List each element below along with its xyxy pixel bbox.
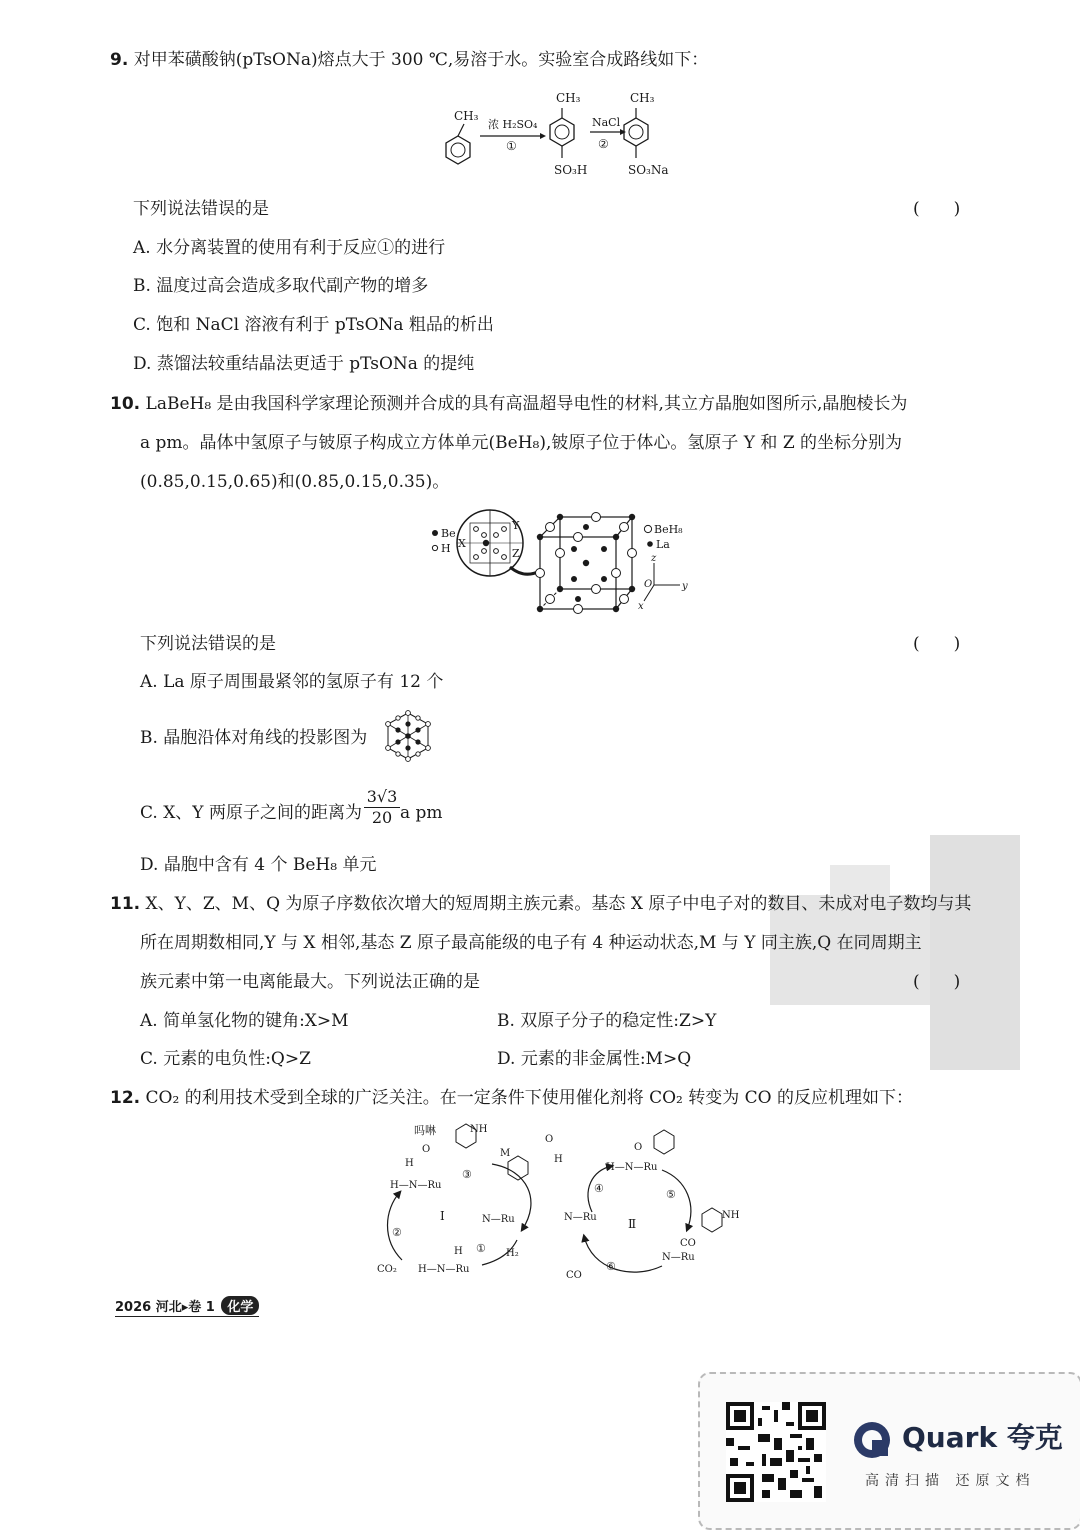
axis-z-label: z <box>651 553 657 564</box>
q10-option-b <box>140 726 367 750</box>
subject-badge: 化学 <box>221 1296 259 1315</box>
step2-label: ② <box>598 137 609 151</box>
q9-answer-paren[interactable]: ( ) <box>913 199 961 219</box>
q10-option-a: A. La 原子周围最紧邻的氢原子有 12 个 <box>140 672 444 692</box>
footer-label: 2026 河北▸卷 1 <box>115 1300 215 1315</box>
nru-label-1: N—Ru <box>482 1214 515 1225</box>
co-label-1: CO <box>680 1238 696 1249</box>
so3na-label: SO₃Na <box>628 163 669 177</box>
legend-la-label: La <box>656 538 670 551</box>
o-label-3: O <box>634 1142 643 1153</box>
toluene-ch3-label: CH₃ <box>454 109 479 123</box>
nru-label-3: N—Ru <box>662 1252 695 1263</box>
cycle-one-label: Ⅰ <box>440 1209 445 1223</box>
cycle-two <box>564 1130 740 1281</box>
o-label-1: O <box>422 1144 431 1155</box>
step2-label-mech: ② <box>392 1226 402 1239</box>
label-y: Y <box>512 519 520 532</box>
q11-answer-paren[interactable]: ( ) <box>913 972 961 992</box>
beh8-zoom-circle <box>457 510 523 576</box>
q10-answer-paren[interactable]: ( ) <box>913 634 961 654</box>
coordinate-axes <box>638 553 688 612</box>
q9-option-b: B. 温度过高会造成多取代副产物的增多 <box>133 276 429 296</box>
label-z: Z <box>512 547 520 560</box>
q10-option-c-fraction <box>364 787 400 828</box>
legend-h-label: H <box>441 542 451 555</box>
q11-number: 11. <box>110 894 141 914</box>
hnru-label-2: H—N—Ru <box>418 1264 470 1275</box>
quark-brand: Quark 夸克 <box>902 1421 1063 1454</box>
q9-option-a: A. 水分离装置的使用有利于反应①的进行 <box>133 238 446 258</box>
q9-stem <box>110 48 708 72</box>
q9-option-c: C. 饱和 NaCl 溶液有利于 pTsONa 粗品的析出 <box>133 315 494 335</box>
tsona-ch3-label: CH₃ <box>630 91 655 105</box>
h2-label: H₂ <box>506 1248 519 1259</box>
m-label: M <box>500 1148 511 1159</box>
step4-label: ④ <box>594 1182 604 1195</box>
hnru-label-1: H—N—Ru <box>390 1180 442 1191</box>
q9-stem-text: 对甲苯磺酸钠(pTsONa)熔点大于 300 ℃,易溶于水。实验室合成路线如下： <box>133 50 709 70</box>
step1-label-mech: ① <box>476 1242 486 1255</box>
q9-prompt: 下列说法错误的是 <box>133 199 269 219</box>
morpholine-label: 吗啉 <box>414 1124 436 1137</box>
nru-label-2: N—Ru <box>564 1212 597 1223</box>
unit-cell-cube <box>536 513 637 614</box>
q11-option-d: D. 元素的非金属性:M>Q <box>497 1049 692 1069</box>
h-label-2: H <box>454 1246 463 1257</box>
q10-stem-line2: a pm。晶体中氢原子与铍原子构成立方体单元(BeH₈),铍原子位于体心。氢原子 Y 和 Z 的坐标分别为 <box>140 433 903 453</box>
h-label-1: H <box>405 1158 414 1169</box>
q10-option-c-post: a pm <box>400 803 443 823</box>
q11-stem-line3: 族元素中第一电离能最大。下列说法正确的是 <box>140 972 480 992</box>
tsoh-ch3-label: CH₃ <box>556 91 581 105</box>
cycle-two-label: Ⅱ <box>628 1217 637 1231</box>
step1-label: ① <box>506 139 517 153</box>
tsoh-structure <box>550 91 587 177</box>
label-x: X <box>458 537 466 550</box>
q10-stem-line3: (0.85,0.15,0.65)和(0.85,0.15,0.35)。 <box>140 472 450 492</box>
reagent1-label: 浓 H₂SO₄ <box>488 118 538 131</box>
qr-code-icon[interactable] <box>726 1402 826 1502</box>
h-label-3: H <box>554 1154 563 1165</box>
nh-label-2: NH <box>722 1210 740 1221</box>
q9-option-d: D. 蒸馏法较重结晶法更适于 pTsONa 的提纯 <box>133 354 475 374</box>
q11-stem-line1 <box>110 892 971 916</box>
q10-option-c <box>140 801 362 825</box>
step3-label: ③ <box>462 1168 472 1181</box>
q9-synthesis-scheme <box>430 88 690 183</box>
step6-label: ⑥ <box>606 1260 616 1273</box>
axis-y-label: y <box>682 581 688 592</box>
co-label-2: CO <box>566 1270 582 1281</box>
q11-option-a: A. 简单氢化物的键角:X>M <box>140 1011 349 1031</box>
q12-number: 12. <box>110 1088 141 1108</box>
legend-be-label: Be <box>441 527 456 540</box>
q11-option-c: C. 元素的电负性:Q>Z <box>140 1049 311 1069</box>
o-label-2: O <box>545 1134 554 1145</box>
co2-label: CO₂ <box>377 1264 397 1275</box>
q10-stem-line1 <box>110 392 907 416</box>
quark-slogan: 高清扫描 还原文档 <box>865 1473 1036 1489</box>
quark-scan-badge[interactable] <box>698 1372 1080 1530</box>
q9-number: 9. <box>110 50 129 70</box>
fraction-numerator: 3√3 <box>364 787 400 808</box>
hnru-label-3: H—N—Ru <box>606 1162 658 1173</box>
fraction-denominator: 20 <box>371 808 393 827</box>
q11-stem-text1: X、Y、Z、M、Q 为原子序数依次增大的短周期主族元素。基态 X 原子中电子对的数目、未成对电子数均与其 <box>145 894 972 914</box>
q10-number: 10. <box>110 394 141 414</box>
q11-stem-line2: 所在周期数相同,Y 与 X 相邻,基态 Z 原子最高能级的电子有 4 种运动状态,M 与 Y 同主族,Q 在同周期主 <box>140 933 922 953</box>
q10-option-c-pre: C. X、Y 两原子之间的距离为 <box>140 803 362 823</box>
toluene-structure <box>446 109 479 164</box>
q12-stem <box>110 1086 913 1110</box>
q12-stem-text: CO₂ 的利用技术受到全球的广泛关注。在一定条件下使用催化剂将 CO₂ 转变为 CO 的反应机理如下： <box>145 1088 914 1108</box>
q12-mechanism-figure <box>372 1120 752 1288</box>
reagent2-label: NaCl <box>592 116 621 129</box>
legend-beh8-label: BeH₈ <box>654 523 683 536</box>
q11-option-b: B. 双原子分子的稳定性:Z>Y <box>497 1011 717 1031</box>
page-footer <box>115 1296 259 1317</box>
cycle-one <box>377 1123 563 1275</box>
projection-figure <box>382 710 434 762</box>
nh-label-1: NH <box>470 1124 488 1135</box>
q10-option-b-text: B. 晶胞沿体对角线的投影图为 <box>140 728 368 748</box>
so3h-label: SO₃H <box>554 163 588 177</box>
tsona-structure <box>624 91 669 177</box>
q10-option-d: D. 晶胞中含有 4 个 BeH₈ 单元 <box>140 855 377 875</box>
quark-logo-icon <box>852 1420 892 1460</box>
q10-stem-text1: LaBeH₈ 是由我国科学家理论预测并合成的具有高温超导电性的材料,其立方晶胞如图所示,晶胞棱长为 <box>145 394 908 414</box>
origin-label: O <box>644 579 653 590</box>
step5-label: ⑤ <box>666 1188 676 1201</box>
q10-prompt: 下列说法错误的是 <box>140 634 276 654</box>
q10-crystal-cell-figure <box>428 505 698 617</box>
axis-x-label: x <box>638 601 644 612</box>
